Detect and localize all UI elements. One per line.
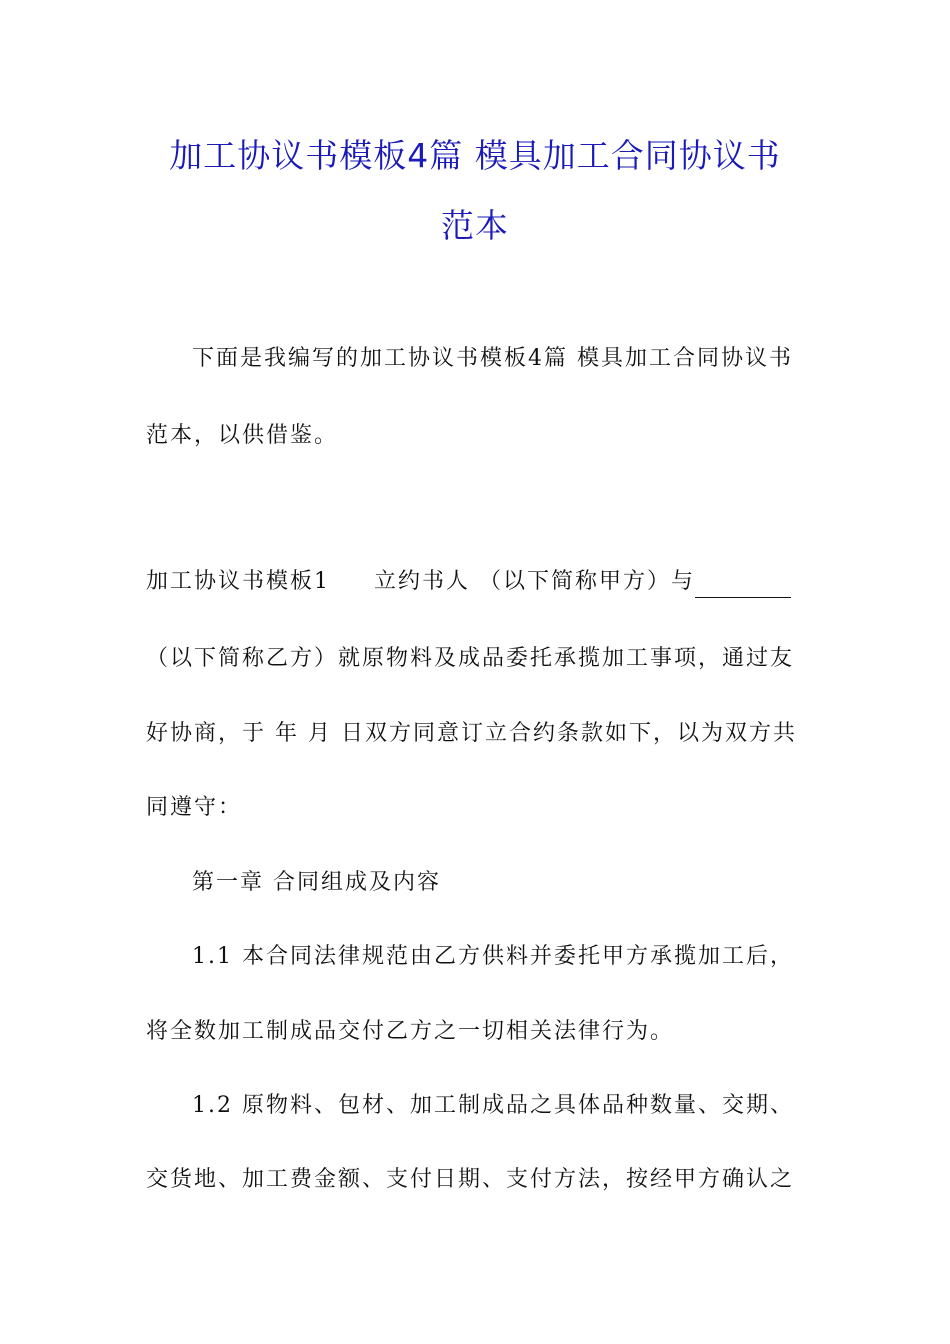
clause-1-2-line-1: 1.2 原物料、包材、加工制成品之具体品种数量、交期、 bbox=[192, 1093, 794, 1118]
section1-line-1 bbox=[146, 566, 806, 598]
parties-text: 立约书人 （以下简称甲方）与 bbox=[374, 569, 695, 594]
clause-1-1-line-2: 将全数加工制成品交付乙方之一切相关法律行为。 bbox=[146, 1019, 675, 1044]
intro-line-2: 范本，以供借鉴。 bbox=[146, 423, 339, 448]
intro-line-1: 下面是我编写的加工协议书模板4篇 模具加工合同协议书 bbox=[192, 346, 793, 371]
section1-line-3: 好协商，于 年 月 日双方同意订立合约条款如下，以为双方共 bbox=[146, 721, 797, 746]
section1-line-4: 同遵守： bbox=[146, 795, 243, 820]
document-title-line-1: 加工协议书模板4篇 模具加工合同协议书 bbox=[169, 136, 781, 175]
blank-line bbox=[695, 573, 791, 598]
clause-1-1-line-1: 1.1 本合同法律规范由乙方供料并委托甲方承揽加工后， bbox=[192, 944, 794, 969]
clause-1-2-line-2: 交货地、加工费金额、支付日期、支付方法，按经甲方确认之 bbox=[146, 1167, 795, 1192]
chapter-heading: 第一章 合同组成及内容 bbox=[192, 870, 441, 895]
document-title-line-2: 范本 bbox=[441, 206, 509, 245]
template-heading: 加工协议书模板1 bbox=[146, 569, 330, 594]
section1-line-2: （以下简称乙方）就原物料及成品委托承揽加工事项，通过友 bbox=[146, 646, 795, 671]
